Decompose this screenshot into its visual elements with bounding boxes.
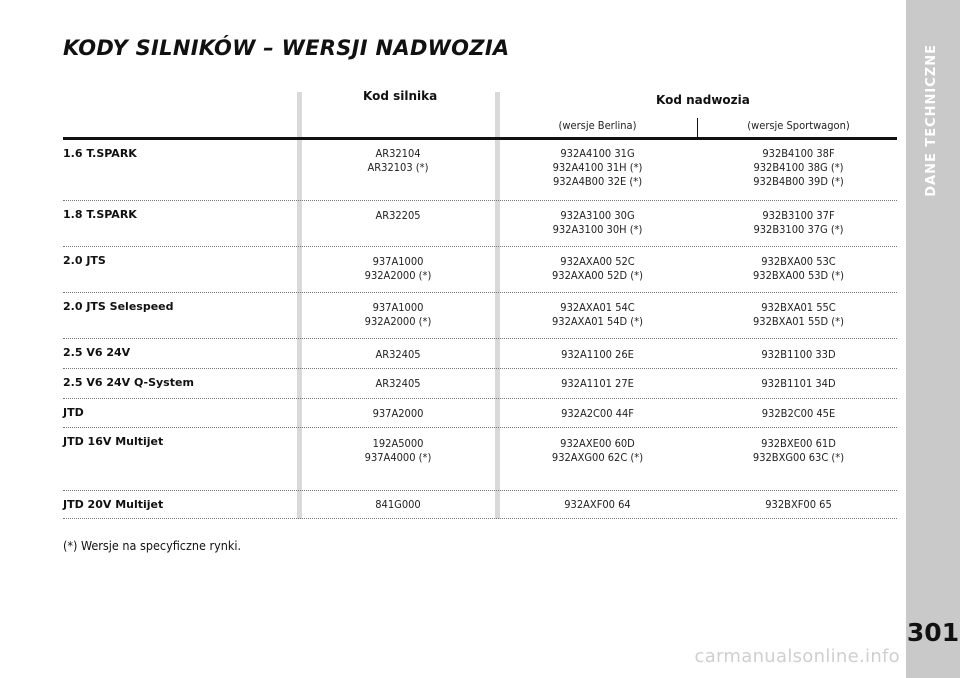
header-rule	[63, 137, 897, 140]
code-line: 932A2C00 44F	[561, 407, 634, 420]
code-line: 932A3100 30G	[560, 209, 635, 222]
page-number: 301	[906, 618, 960, 647]
berlina-code-cell	[500, 209, 695, 237]
code-line: 932A4B00 32E (*)	[552, 175, 643, 188]
code-line: 932B3100 37F	[762, 209, 835, 222]
section-title	[911, 40, 951, 200]
engine-code-cell	[303, 348, 493, 362]
code-line: 932AXA01 54C	[560, 301, 635, 314]
row-label: JTD	[63, 406, 84, 419]
code-line: 932BXG00 63C (*)	[752, 451, 845, 464]
code-line: 932BXA01 55C	[761, 301, 836, 314]
code-line: 932BXE00 61D	[761, 437, 836, 450]
code-line: 841G000	[375, 498, 421, 511]
sportwagon-code-cell	[700, 407, 897, 421]
code-line: 932BXA01 55D (*)	[753, 315, 844, 328]
code-line: 932AXA00 52D (*)	[552, 269, 643, 282]
engine-code-cell	[303, 377, 493, 391]
body-code-header: Kod nadwozia	[656, 93, 750, 107]
berlina-code-cell	[500, 437, 695, 465]
code-line: 192A5000	[372, 437, 424, 450]
code-line: 932B3100 37G (*)	[753, 223, 844, 236]
engine-code-cell	[303, 301, 493, 329]
page-title: KODY SILNIKÓW – WERSJI NADWOZIA	[63, 36, 510, 60]
engine-code-header: Kod silnika	[363, 89, 438, 103]
engine-code-cell	[303, 209, 493, 223]
code-line: 932AXF00 64	[564, 498, 631, 511]
code-line: 937A2000	[372, 407, 424, 420]
row-divider	[63, 427, 897, 428]
sportwagon-code-cell	[700, 209, 897, 237]
footnote: (*) Wersje na specyficzne rynki.	[63, 538, 242, 553]
row-label: 1.8 T.SPARK	[63, 208, 137, 221]
code-line: 932B4100 38F	[762, 147, 835, 160]
code-line: 937A1000	[372, 255, 424, 268]
code-line: 932AXG00 62C (*)	[551, 451, 644, 464]
sportwagon-code-cell	[700, 147, 897, 189]
code-line: 932B4100 38G (*)	[753, 161, 844, 174]
berlina-code-cell	[500, 147, 695, 189]
sportwagon-code-cell	[700, 348, 897, 362]
code-line: 932BXA00 53D (*)	[753, 269, 844, 282]
row-divider	[63, 338, 897, 339]
watermark: carmanualsonline.info	[694, 646, 900, 667]
code-line: 932AXA00 52C	[560, 255, 635, 268]
sportwagon-code-cell	[700, 255, 897, 283]
code-line: 932A1100 26E	[561, 348, 634, 361]
berlina-code-cell	[500, 407, 695, 421]
sportwagon-code-cell	[700, 377, 897, 391]
row-label: 2.0 JTS Selespeed	[63, 300, 174, 313]
row-label: 2.0 JTS	[63, 254, 106, 267]
row-label: 1.6 T.SPARK	[63, 147, 137, 160]
code-line: 937A1000	[372, 301, 424, 314]
berlina-code-cell	[500, 348, 695, 362]
code-line: AR32405	[375, 377, 421, 390]
berlina-subheader: (wersje Berlina)	[558, 119, 637, 132]
code-line: 932AXE00 60D	[560, 437, 635, 450]
berlina-code-cell	[500, 255, 695, 283]
code-line: AR32103 (*)	[367, 161, 429, 174]
berlina-code-cell	[500, 498, 695, 512]
row-label: JTD 16V Multijet	[63, 435, 164, 448]
code-line: 932BXA00 53C	[761, 255, 836, 268]
berlina-code-cell	[500, 301, 695, 329]
code-line: 932B4B00 39D (*)	[753, 175, 844, 188]
code-line: AR32205	[375, 209, 421, 222]
engine-code-cell	[303, 407, 493, 421]
code-line: 932B1100 33D	[761, 348, 836, 361]
subheader-divider	[697, 118, 698, 138]
code-line: 932A4100 31H (*)	[552, 161, 643, 174]
code-line: 937A4000 (*)	[364, 451, 432, 464]
sportwagon-code-cell	[700, 437, 897, 465]
sportwagon-code-cell	[700, 301, 897, 329]
sportwagon-code-cell	[700, 498, 897, 512]
section-title-text: DANE TECHNICZNE	[923, 43, 939, 197]
row-label: JTD 20V Multijet	[63, 498, 164, 511]
row-divider	[63, 292, 897, 293]
code-line: 932A2000 (*)	[364, 269, 432, 282]
row-divider	[63, 518, 897, 519]
code-line: 932B2C00 45E	[761, 407, 836, 420]
berlina-code-cell	[500, 377, 695, 391]
row-label: 2.5 V6 24V Q-System	[63, 376, 194, 389]
code-line: AR32405	[375, 348, 421, 361]
row-divider	[63, 368, 897, 369]
row-divider	[63, 490, 897, 491]
row-divider	[63, 200, 897, 201]
code-line: 932BXF00 65	[765, 498, 832, 511]
engine-code-cell	[303, 255, 493, 283]
engine-code-cell	[303, 498, 493, 512]
engine-code-cell	[303, 437, 493, 465]
code-line: AR32104	[375, 147, 421, 160]
row-divider	[63, 398, 897, 399]
column-band-engine	[297, 92, 302, 519]
row-label: 2.5 V6 24V	[63, 346, 131, 359]
sportwagon-subheader: (wersje Sportwagon)	[747, 119, 850, 132]
code-line: 932A1101 27E	[561, 377, 634, 390]
code-line: 932B1101 34D	[761, 377, 836, 390]
code-line: 932A3100 30H (*)	[552, 223, 643, 236]
row-divider	[63, 246, 897, 247]
code-line: 932A4100 31G	[560, 147, 635, 160]
engine-code-cell	[303, 147, 493, 175]
code-line: 932A2000 (*)	[364, 315, 432, 328]
code-line: 932AXA01 54D (*)	[552, 315, 643, 328]
